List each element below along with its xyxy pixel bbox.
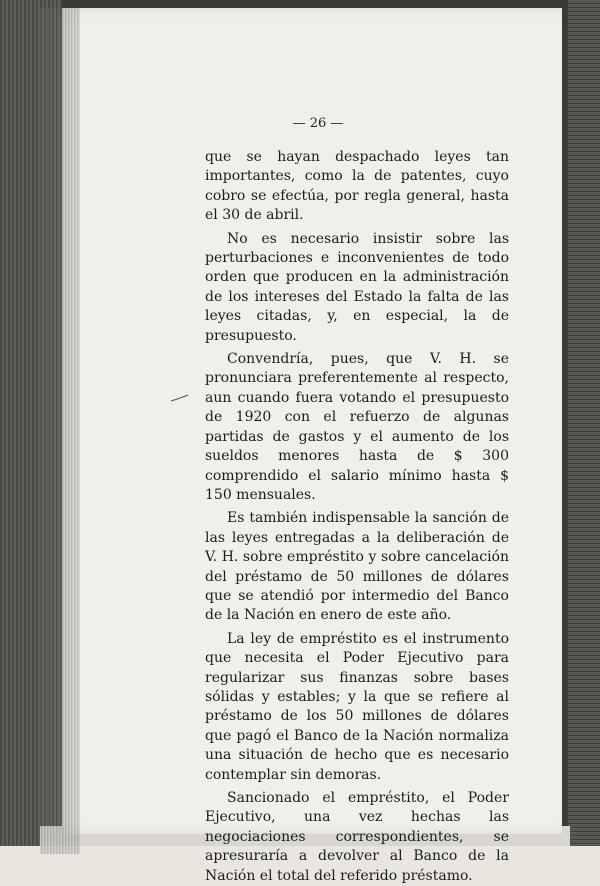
margin-pencil-mark <box>170 394 190 402</box>
paragraph: Convendría, pues, que V. H. se pronunciara preferentemente al respecto, aun cuando fuera votando el presupuesto de 1920 con el refuerzo de algunas partidas de gastos y el aumento de los sueldos menores hasta de $ 300 comprendido el salario mínimo hasta $ 150 mensuales. <box>205 351 509 503</box>
body-text <box>205 148 509 886</box>
gutter-shadow <box>40 8 80 854</box>
page-number: — 26 — <box>292 116 344 131</box>
paragraph: La ley de empréstito es el instrumento que necesita el Poder Ejecutivo para regularizar sus finanzas sobre bases sólidas y estables; y la que se refiere al préstamo de los 50 millones de dólares que pagó el Banco de la Nación normaliza una situación de hecho que es necesario contemplar sin demoras. <box>205 630 509 783</box>
paragraph: Es también indispensable la sanción de las leyes entregadas a la deliberación de V. H. sobre empréstito y sobre cancelación del préstamo de 50 millones de dólares que se atendió por intermedio del Banco de la Nación en enero de este año. <box>205 510 509 624</box>
paragraph: No es necesario insistir sobre las perturbaciones e inconvenientes de todo orden que producen en la administración de los intereses del Estado la falta de las leyes citadas, y, en especial, la de presupuesto. <box>205 230 509 344</box>
paragraph: que se hayan despachado leyes tan importantes, como la de patentes, cuyo cobro se efectúa, por regla general, hasta el 30 de abril. <box>205 149 509 224</box>
paragraph: Sancionado el empréstito, el Poder Ejecutivo, una vez hechas las negociaciones correspondientes, se apresuraría a devolver al Banco de la Nación el total del referido préstamo. <box>205 790 509 884</box>
